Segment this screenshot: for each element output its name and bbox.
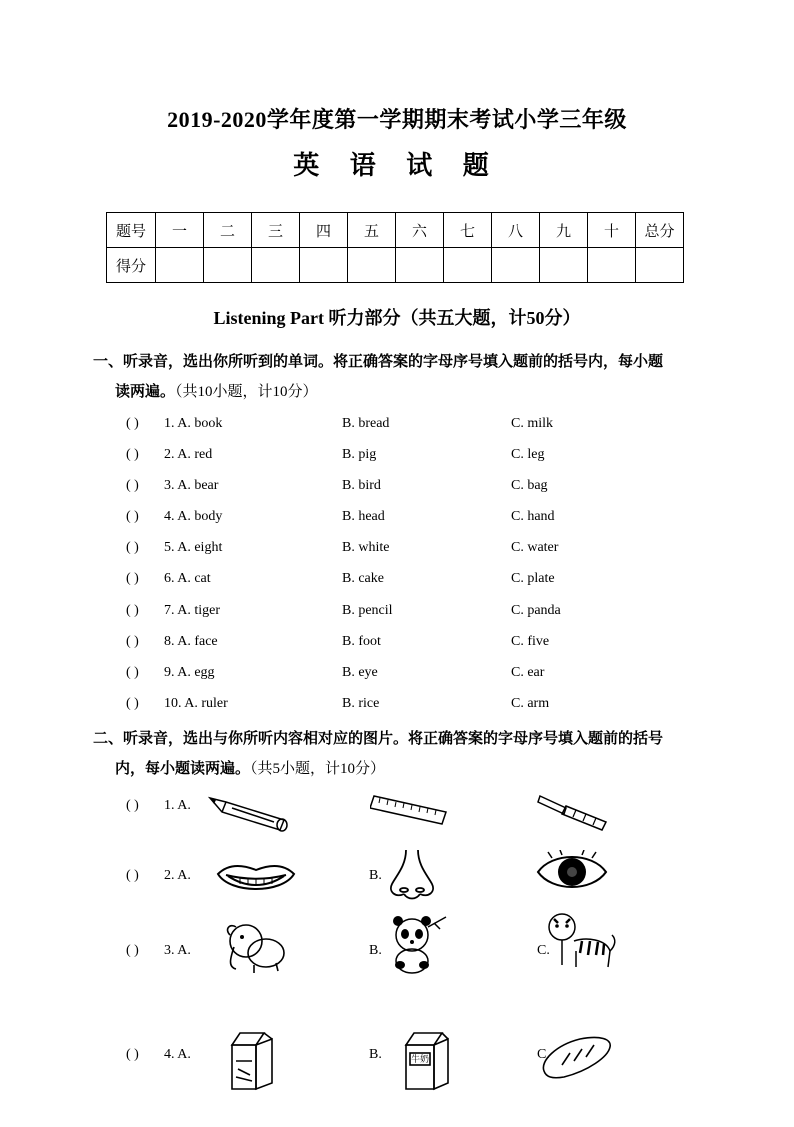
mouth-icon[interactable] [216,860,296,896]
answer-bracket[interactable]: ( ) [126,447,139,462]
question-row [126,634,726,658]
score-table-header-row [107,213,684,248]
section2-line2: 内，每小题读两遍。 [115,761,251,777]
option-a-label: 2. A. [164,868,191,883]
score-input-cell[interactable] [636,248,684,283]
option-a: 7. A. tiger [164,603,220,618]
nose-icon[interactable] [384,848,440,904]
score-cell: 题号 [107,213,156,248]
question-row [126,509,726,533]
option-b: B. rice [342,696,380,711]
option-b: B. pencil [342,603,393,618]
score-cell: 八 [492,213,540,248]
score-input-cell[interactable] [348,248,396,283]
question-row [126,540,726,564]
answer-bracket[interactable]: ( ) [126,478,139,493]
milk-carton-icon[interactable] [400,1031,452,1091]
option-a: 1. A. book [164,416,223,431]
option-c: C. leg [511,447,545,462]
option-c: C. plate [511,571,555,586]
answer-bracket[interactable]: ( ) [126,634,139,649]
option-a: 8. A. face [164,634,218,649]
option-a-label: 1. A. [164,798,191,813]
exam-title: 2019-2020学年度第一学期期末考试小学三年级 [167,107,627,132]
section2-line2-wrap [93,754,663,784]
score-cell: 四 [300,213,348,248]
option-c: C. arm [511,696,550,711]
milk-label: 牛奶 [411,1054,430,1064]
elephant-icon[interactable] [224,919,288,975]
section2-line1: 二、听录音，选出与你所听内容相对应的图片。将正确答案的字母序号填入题前的括号 [93,731,664,747]
juice-carton-icon[interactable] [226,1031,278,1091]
score-input-cell[interactable] [300,248,348,283]
tiger-icon[interactable] [546,911,618,971]
score-cell: 五 [348,213,396,248]
answer-bracket[interactable]: ( ) [126,540,139,555]
score-input-cell[interactable] [444,248,492,283]
score-cell: 九 [540,213,588,248]
answer-bracket[interactable]: ( ) [126,509,139,524]
knife-icon[interactable] [536,792,612,832]
option-a: 4. A. body [164,509,223,524]
score-input-cell[interactable] [204,248,252,283]
option-a: 5. A. eight [164,540,223,555]
option-b: B. head [342,509,385,524]
answer-bracket[interactable]: ( ) [126,868,139,883]
option-a: 6. A. cat [164,571,211,586]
option-a-label: 3. A. [164,943,191,958]
option-c: C. panda [511,603,561,618]
option-c: C. bag [511,478,548,493]
option-b-label: B. [369,868,382,883]
question-row [126,571,726,595]
option-a: 10. A. ruler [164,696,228,711]
question-row [126,416,726,440]
option-a: 9. A. egg [164,665,215,680]
option-c-label: C. [537,1047,550,1062]
answer-bracket[interactable]: ( ) [126,798,139,813]
section1-note: （共10小题，计10分） [175,384,318,400]
option-b: B. eye [342,665,378,680]
option-c: C. water [511,540,559,555]
panda-icon[interactable] [384,913,448,977]
option-b: B. foot [342,634,381,649]
section1-line2-wrap [93,377,663,407]
score-cell: 一 [156,213,204,248]
option-b: B. white [342,540,390,555]
ruler-icon[interactable] [370,792,450,828]
subject-title: 英 语 试 题 [293,151,501,180]
option-b-label: B. [369,1047,382,1062]
option-b: B. pig [342,447,377,462]
option-c-label: C. [537,943,550,958]
question-row [126,696,726,720]
score-table-score-row [107,248,684,283]
option-a: 3. A. bear [164,478,219,493]
answer-bracket[interactable]: ( ) [126,943,139,958]
score-row-label: 得分 [107,248,156,283]
answer-bracket[interactable]: ( ) [126,603,139,618]
option-a: 2. A. red [164,447,213,462]
score-input-cell[interactable] [156,248,204,283]
answer-bracket[interactable]: ( ) [126,1047,139,1062]
question-row [126,665,726,689]
question-row [126,603,726,627]
score-cell: 三 [252,213,300,248]
eye-icon[interactable] [536,850,608,894]
score-input-cell[interactable] [588,248,636,283]
bread-icon[interactable] [540,1035,614,1079]
section2-instructions [93,724,663,784]
picture-question-row [126,943,686,1023]
option-c: C. hand [511,509,555,524]
section1-instructions [93,347,663,407]
option-a-label: 4. A. [164,1047,191,1062]
score-input-cell[interactable] [396,248,444,283]
score-cell: 十 [588,213,636,248]
picture-question-row [126,1047,686,1127]
option-c: C. milk [511,416,554,431]
option-b: B. bird [342,478,381,493]
score-cell: 二 [204,213,252,248]
answer-bracket[interactable]: ( ) [126,665,139,680]
option-b: B. bread [342,416,390,431]
score-cell: 总分 [636,213,684,248]
score-cell: 七 [444,213,492,248]
answer-bracket[interactable]: ( ) [126,571,139,586]
answer-bracket[interactable]: ( ) [126,696,139,711]
score-input-cell[interactable] [540,248,588,283]
listening-part-title: Listening Part 听力部分（共五大题，计50分） [213,308,581,328]
option-c: C. five [511,634,550,649]
option-c: C. ear [511,665,545,680]
pencil-icon[interactable] [208,794,294,834]
score-input-cell[interactable] [252,248,300,283]
question-row [126,478,726,502]
answer-bracket[interactable]: ( ) [126,416,139,431]
option-b-label: B. [369,943,382,958]
section1-line1: 一、听录音，选出你所听到的单词。将正确答案的字母序号填入题前的括号内，每小题 [93,354,664,370]
score-input-cell[interactable] [492,248,540,283]
section2-note: （共5小题，计10分） [250,761,386,777]
score-table [106,212,684,283]
section1-line2: 读两遍。 [115,384,176,400]
question-row [126,447,726,471]
score-cell: 六 [396,213,444,248]
option-b: B. cake [342,571,384,586]
